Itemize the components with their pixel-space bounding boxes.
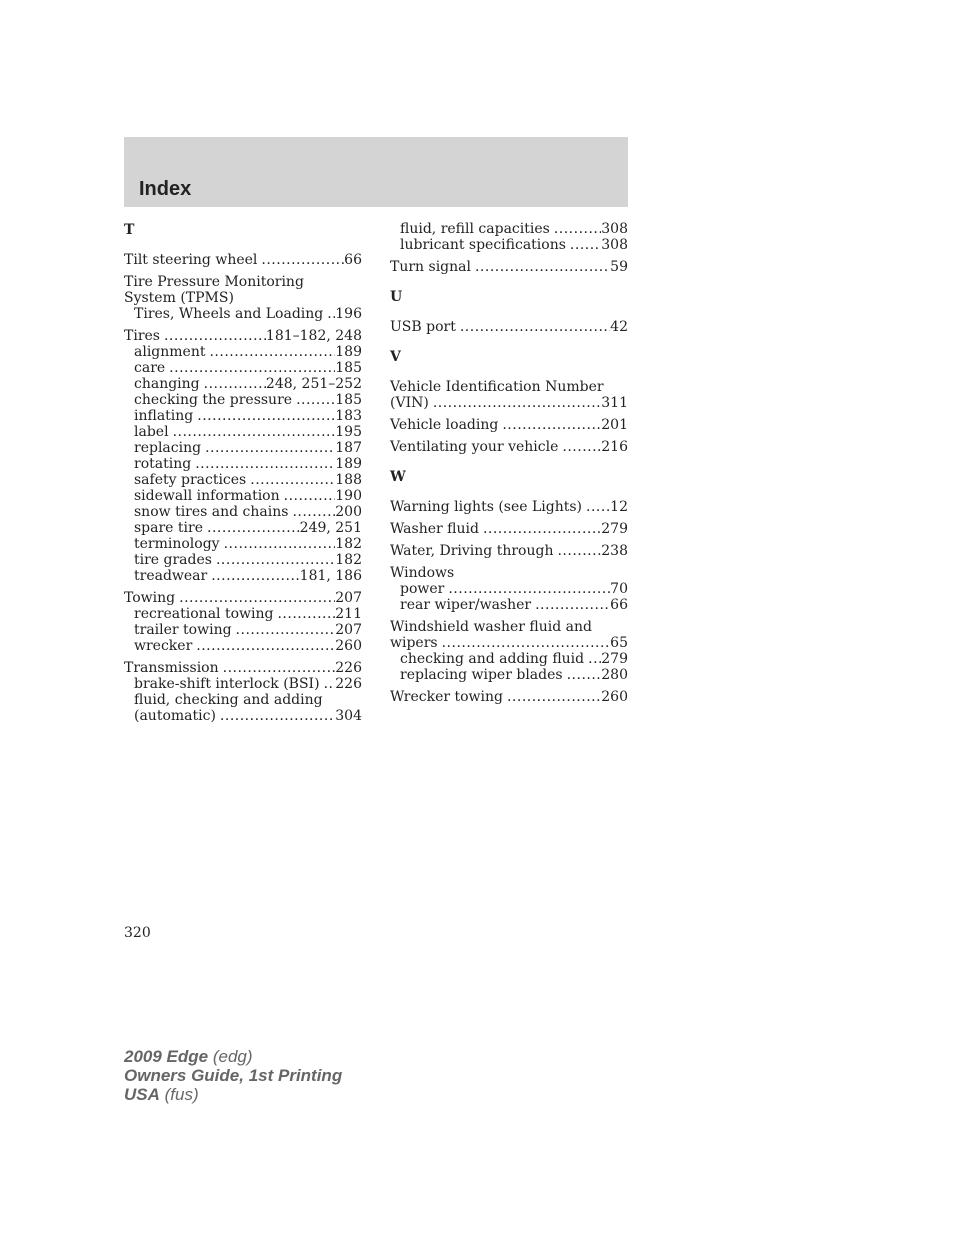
dot-leader: [193, 408, 335, 424]
dot-leader: [471, 259, 610, 275]
entry-page-ref: 189: [335, 344, 362, 360]
entry-page-ref: 181, 186: [299, 568, 362, 584]
dot-leader: [169, 424, 336, 440]
index-letter-heading: T: [124, 222, 135, 238]
entry-page-ref: 182: [335, 552, 362, 568]
index-entry-line: [390, 689, 628, 705]
entry-label: power: [400, 581, 445, 597]
dot-leader: [205, 344, 335, 360]
index-entry-line: [390, 439, 628, 455]
entry-page-ref: 216: [601, 439, 628, 455]
index-subentry: [124, 622, 362, 638]
entry-label: wipers: [390, 635, 438, 651]
index-entry-line: [390, 417, 628, 433]
entry-label: rear wiper/washer: [400, 597, 532, 613]
index-entry: [390, 521, 628, 537]
index-subentry: [124, 504, 362, 520]
entry-label: Transmission: [124, 660, 219, 676]
index-entry-line: [124, 274, 362, 290]
dot-leader: [160, 328, 266, 344]
entry-label: checking and adding fluid: [400, 651, 585, 667]
entry-label: (VIN): [390, 395, 429, 411]
entry-label: (automatic): [134, 708, 216, 724]
index-entry: [390, 439, 628, 455]
index-entry-line: [390, 565, 628, 581]
dot-leader: [207, 568, 299, 584]
entry-label: checking the pressure: [134, 392, 293, 408]
index-subentry: [390, 237, 628, 253]
entry-page-ref: 188: [335, 472, 362, 488]
index-entry: [390, 259, 628, 275]
entry-page-ref: 248, 251–252: [265, 376, 362, 392]
index-subentry: [124, 520, 362, 536]
dot-leader: [232, 622, 336, 638]
entry-page-ref: 279: [601, 521, 628, 537]
entry-label: treadwear: [134, 568, 208, 584]
entry-page-ref: 304: [335, 708, 362, 724]
footer-line-3: [124, 1085, 342, 1104]
page-title: Index: [139, 178, 192, 200]
dot-leader: [288, 504, 335, 520]
dot-leader: [323, 306, 335, 322]
index-subentry: [390, 221, 628, 237]
index-subentry: [124, 360, 362, 376]
entry-label: Turn signal: [390, 259, 471, 275]
entry-label: fluid, refill capacities: [400, 221, 550, 237]
index-entry-line: [390, 499, 628, 515]
entry-label: trailer towing: [134, 622, 232, 638]
dot-leader: [320, 676, 336, 692]
entry-label: tire grades: [134, 552, 212, 568]
entry-page-ref: 201: [601, 417, 628, 433]
index-letter-heading: V: [390, 349, 401, 365]
entry-page-ref: 238: [601, 543, 628, 559]
index-letter-heading: W: [390, 469, 406, 485]
entry-page-ref: 66: [610, 597, 628, 613]
entry-label: USB port: [390, 319, 456, 335]
index-subentry: [124, 488, 362, 504]
entry-page-ref: 189: [335, 456, 362, 472]
index-entry: [124, 328, 362, 584]
dot-leader: [550, 221, 601, 237]
index-entry-line: [124, 252, 362, 268]
entry-label: Tires: [124, 328, 160, 344]
index-entry: [390, 619, 628, 683]
index-entry-line: [390, 543, 628, 559]
header-band: [124, 137, 628, 207]
dot-leader: [563, 667, 602, 683]
dot-leader: [456, 319, 610, 335]
entry-page-ref: 59: [610, 259, 628, 275]
dot-leader: [531, 597, 610, 613]
dot-leader: [558, 439, 601, 455]
dot-leader: [584, 651, 601, 667]
dot-leader: [175, 590, 335, 606]
entry-page-ref: 181–182, 248: [265, 328, 362, 344]
index-entry: [390, 417, 628, 433]
entry-label: label: [134, 424, 169, 440]
dot-leader: [165, 360, 335, 376]
entry-page-ref: 249, 251: [299, 520, 362, 536]
dot-leader: [192, 638, 335, 654]
dot-leader: [553, 543, 601, 559]
dot-leader: [212, 552, 335, 568]
entry-label: Tire Pressure Monitoring: [124, 274, 304, 290]
entry-label: Windshield washer fluid and: [390, 619, 592, 635]
footer-line-1: [124, 1047, 342, 1066]
entry-page-ref: 185: [335, 360, 362, 376]
index-entry-line: [390, 521, 628, 537]
index-entry: [390, 319, 628, 335]
page-number: 320: [124, 925, 151, 941]
index-entry: [124, 274, 362, 322]
entry-page-ref: 12: [610, 499, 628, 515]
entry-page-ref: 196: [335, 306, 362, 322]
entry-page-ref: 190: [335, 488, 362, 504]
index-entry: [390, 499, 628, 515]
footer: [124, 1047, 342, 1104]
footer-model: 2009 Edge: [124, 1047, 209, 1066]
entry-label: recreational towing: [134, 606, 274, 622]
entry-label: Water, Driving through: [390, 543, 554, 559]
entry-label: Wrecker towing: [390, 689, 503, 705]
index-entry-line: [390, 379, 628, 395]
footer-market: USA: [124, 1085, 160, 1104]
entry-page-ref: 200: [335, 504, 362, 520]
entry-label: Vehicle Identification Number: [390, 379, 604, 395]
dot-leader: [246, 472, 335, 488]
index-column-right: [390, 221, 628, 711]
entry-page-ref: 182: [335, 536, 362, 552]
index-subentry: [390, 651, 628, 667]
index-column-left: [124, 221, 362, 730]
entry-page-ref: 280: [601, 667, 628, 683]
index-subentry: [390, 581, 628, 597]
entry-page-ref: 211: [335, 606, 362, 622]
entry-label: safety practices: [134, 472, 247, 488]
index-subentry: [124, 408, 362, 424]
index-subentry: [390, 597, 628, 613]
entry-page-ref: 226: [335, 660, 362, 676]
index-entry: [390, 379, 628, 411]
entry-label: lubricant specifications: [400, 237, 566, 253]
entry-page-ref: 279: [601, 651, 628, 667]
entry-label: Windows: [390, 565, 455, 581]
entry-label: changing: [134, 376, 200, 392]
index-subentry: [124, 692, 362, 708]
dot-leader: [438, 635, 611, 651]
dot-leader: [191, 456, 335, 472]
entry-label: Tilt steering wheel: [124, 252, 258, 268]
footer-guide: Owners Guide, 1st Printing: [124, 1066, 343, 1085]
entry-page-ref: 70: [610, 581, 628, 597]
entry-page-ref: 65: [610, 635, 628, 651]
index-entry-line: [390, 635, 628, 651]
dot-leader: [201, 440, 335, 456]
index-entry: [390, 565, 628, 613]
index-entry: [390, 689, 628, 705]
entry-page-ref: 308: [601, 221, 628, 237]
index-letter-heading: U: [390, 289, 403, 305]
entry-label: sidewall information: [134, 488, 280, 504]
entry-label: replacing wiper blades: [400, 667, 563, 683]
footer-model-code: (edg): [212, 1047, 253, 1066]
index-entry: [124, 660, 362, 724]
entry-label: alignment: [134, 344, 206, 360]
dot-leader: [273, 606, 335, 622]
index-subentry: [390, 667, 628, 683]
entry-label: snow tires and chains: [134, 504, 289, 520]
index-entry-line: [390, 319, 628, 335]
dot-leader: [582, 499, 610, 515]
index-subentry: [124, 392, 362, 408]
dot-leader: [203, 520, 300, 536]
index-entry-line: [390, 619, 628, 635]
entry-page-ref: 260: [335, 638, 362, 654]
dot-leader: [479, 521, 601, 537]
entry-page-ref: 183: [335, 408, 362, 424]
index-entry-line: [390, 259, 628, 275]
index-entry-line: [124, 590, 362, 606]
index-entry-line: [124, 660, 362, 676]
entry-label: inflating: [134, 408, 194, 424]
index-subentry: [124, 708, 362, 724]
dot-leader: [200, 376, 266, 392]
dot-leader: [216, 708, 335, 724]
index-subentry: [124, 638, 362, 654]
dot-leader: [220, 536, 336, 552]
index-subentry: [124, 552, 362, 568]
index-subentry: [124, 344, 362, 360]
dot-leader: [444, 581, 610, 597]
index-entry-line: [390, 395, 628, 411]
index-entry-line: [124, 290, 362, 306]
index-subentry: [124, 472, 362, 488]
entry-label: Vehicle loading: [390, 417, 499, 433]
index-entry: [124, 590, 362, 654]
index-entry: [390, 543, 628, 559]
entry-page-ref: 187: [335, 440, 362, 456]
entry-page-ref: 308: [601, 237, 628, 253]
entry-page-ref: 207: [335, 590, 362, 606]
index-entry-line: [124, 328, 362, 344]
index-subentry: [124, 676, 362, 692]
entry-page-ref: 311: [601, 395, 628, 411]
footer-line-2: [124, 1066, 342, 1085]
index-subentry: [124, 440, 362, 456]
dot-leader: [280, 488, 336, 504]
dot-leader: [498, 417, 601, 433]
index-entry: [124, 252, 362, 268]
entry-page-ref: 207: [335, 622, 362, 638]
entry-label: fluid, checking and adding: [134, 692, 323, 708]
index-subentry: [124, 424, 362, 440]
index-entry: [390, 221, 628, 253]
entry-label: System (TPMS): [124, 290, 234, 306]
entry-label: Ventilating your vehicle: [390, 439, 559, 455]
index-subentry: [124, 606, 362, 622]
entry-label: Warning lights (see Lights): [390, 499, 583, 515]
entry-label: wrecker: [134, 638, 193, 654]
index-subentry: [124, 376, 362, 392]
entry-page-ref: 185: [335, 392, 362, 408]
entry-page-ref: 226: [335, 676, 362, 692]
entry-label: terminology: [134, 536, 220, 552]
index-subentry: [124, 456, 362, 472]
entry-page-ref: 260: [601, 689, 628, 705]
dot-leader: [257, 252, 344, 268]
index-subentry: [124, 568, 362, 584]
footer-market-code: (fus): [164, 1085, 199, 1104]
dot-leader: [566, 237, 601, 253]
index-subentry: [124, 306, 362, 322]
entry-label: brake-shift interlock (BSI): [134, 676, 320, 692]
dot-leader: [219, 660, 336, 676]
entry-label: replacing: [134, 440, 202, 456]
entry-label: Tires, Wheels and Loading: [134, 306, 324, 322]
entry-label: rotating: [134, 456, 192, 472]
dot-leader: [429, 395, 601, 411]
entry-label: care: [134, 360, 166, 376]
dot-leader: [292, 392, 335, 408]
entry-page-ref: 42: [610, 319, 628, 335]
entry-label: Towing: [124, 590, 176, 606]
entry-label: spare tire: [134, 520, 204, 536]
entry-label: Washer fluid: [390, 521, 479, 537]
index-subentry: [124, 536, 362, 552]
entry-page-ref: 195: [335, 424, 362, 440]
dot-leader: [503, 689, 601, 705]
entry-page-ref: 66: [344, 252, 362, 268]
